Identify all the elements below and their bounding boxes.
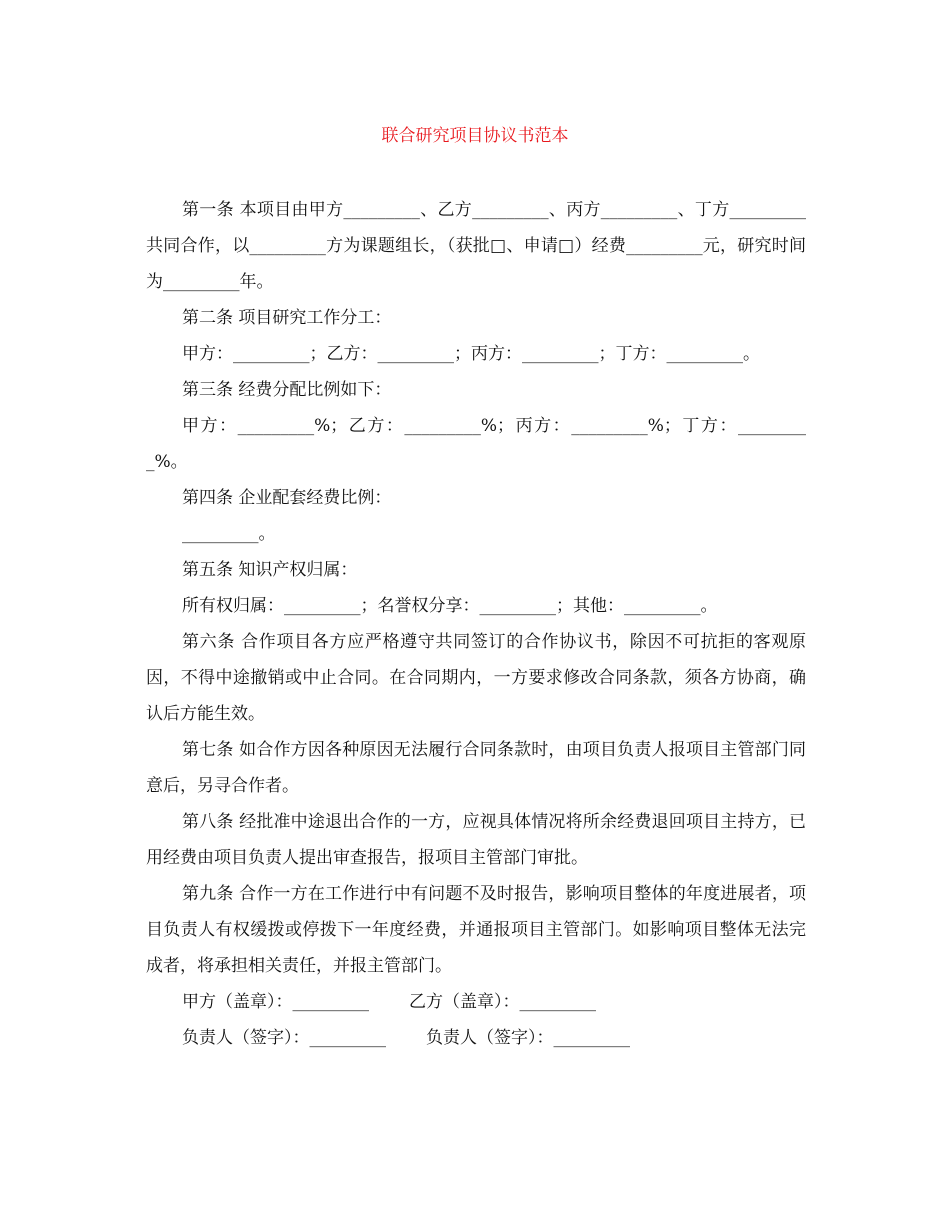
document-title: 联合研究项目协议书范本 — [381, 126, 569, 146]
clause-6: 第六条 合作项目各方应严格遵守共同签订的合作协议书，除因不可抗拒的客观原因，不得中途撤销或中止合同。在合同期内，一方要求修改合同条款，须各方协商，确认后方能生效。 — [146, 632, 806, 724]
clause-5-content: 所有权归属：_________；名誉权分享：_________；其他：_________。 — [182, 596, 718, 616]
clause-1: 第一条 本项目由甲方_________、乙方_________、丙方_________、丁方_________共同合作，以_________方为课题组长，（获批□、申请□）经费_________元，研究时间为_________年。 — [146, 200, 806, 292]
clause-5-heading: 第五条 知识产权归属： — [182, 560, 358, 580]
clause-3-content: 甲方：_________%；乙方：_________%；丙方：_________%；丁方：_________%。 — [146, 416, 806, 472]
party-a-signer-line: 负责人（签字）：_________ — [182, 1028, 386, 1048]
clause-8: 第八条 经批准中途退出合作的一方，应视具体情况将所余经费退回项目主持方，已用经费由项目负责人提出审查报告，报项目主管部门审批。 — [146, 812, 806, 868]
clause-9: 第九条 合作一方在工作进行中有问题不及时报告，影响项目整体的年度进展者，项目负责人有权缓拨或停拨下一年度经费，并通报项目主管部门。如影响项目整体无法完成者，将承担相关责任，并报主管部门。 — [146, 884, 806, 976]
seal-row — [146, 984, 806, 1020]
clause-3-heading: 第三条 经费分配比例如下： — [182, 380, 392, 400]
clause-4-content: _________。 — [182, 524, 276, 544]
party-b-signer-line: 负责人（签字）：_________ — [426, 1028, 630, 1048]
signer-row — [146, 1020, 806, 1056]
clause-7: 第七条 如合作方因各种原因无法履行合同条款时，由项目负责人报项目主管部门同意后，另寻合作者。 — [146, 740, 806, 796]
clause-4-heading: 第四条 企业配套经费比例： — [182, 488, 392, 508]
clause-2-heading: 第二条 项目研究工作分工： — [182, 308, 392, 328]
party-b-seal-line: 乙方（盖章）：_________ — [409, 992, 596, 1012]
party-a-seal-line: 甲方（盖章）：_________ — [182, 992, 369, 1012]
clause-2-content: 甲方：_________；乙方：_________；丙方：_________；丁方：_________。 — [182, 344, 760, 364]
document-body — [146, 192, 806, 1056]
